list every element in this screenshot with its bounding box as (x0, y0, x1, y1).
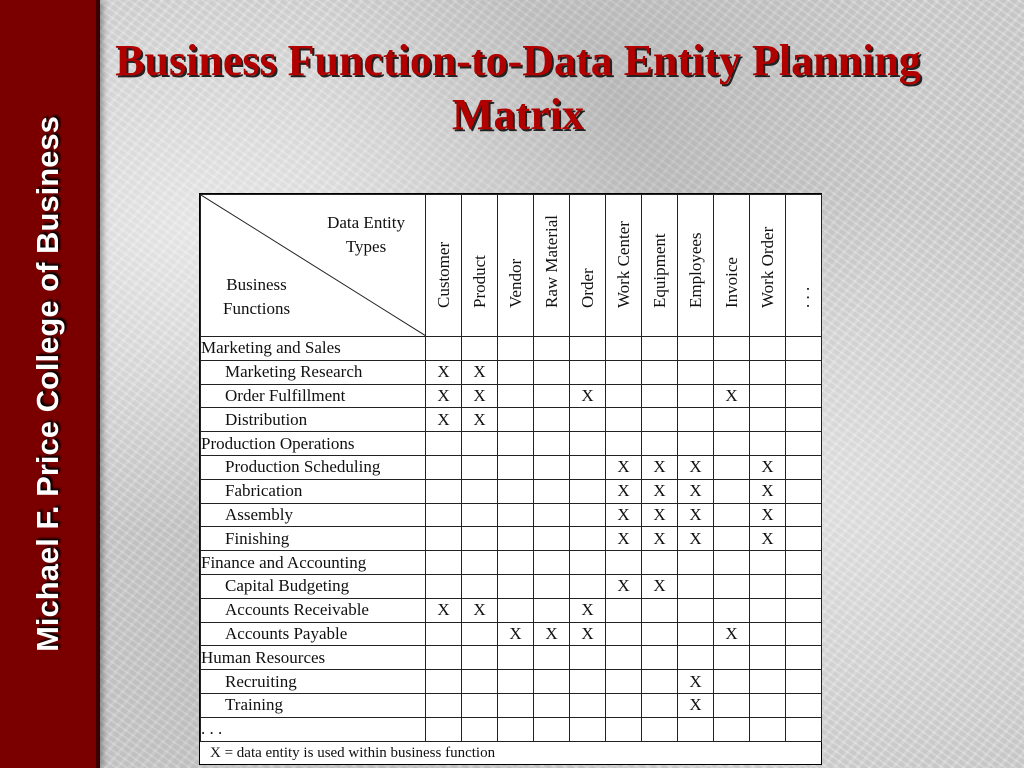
matrix-cell: X (750, 455, 786, 479)
matrix-cell (534, 646, 570, 670)
matrix-cell (534, 693, 570, 717)
slide-title-line-2: Matrix (452, 90, 584, 139)
matrix-cell (426, 455, 462, 479)
matrix-cell (462, 479, 498, 503)
matrix-cell (750, 717, 786, 741)
matrix-cell (534, 384, 570, 408)
matrix-cell (498, 337, 534, 361)
matrix-cell (498, 527, 534, 551)
matrix-cell (642, 360, 678, 384)
matrix-cell (606, 360, 642, 384)
matrix-cell (426, 432, 462, 456)
matrix-cell: X (462, 384, 498, 408)
function-label: Order Fulfillment (201, 384, 426, 408)
matrix-cell (570, 455, 606, 479)
column-header-label: Invoice (721, 257, 741, 308)
data-entity-types-label: Data Entity Types (327, 213, 405, 256)
matrix-corner-cell (201, 195, 426, 337)
matrix-cell (786, 455, 822, 479)
matrix-cell: X (426, 360, 462, 384)
function-row (201, 574, 822, 598)
matrix-cell (606, 646, 642, 670)
matrix-cell (786, 693, 822, 717)
function-row (201, 693, 822, 717)
column-header-label: Work Order (757, 226, 777, 308)
matrix-cell (570, 717, 606, 741)
matrix-cell (498, 408, 534, 432)
function-group-row (201, 717, 822, 741)
matrix-cell (426, 717, 462, 741)
function-row (201, 384, 822, 408)
column-header (642, 195, 678, 337)
matrix-cell (498, 670, 534, 694)
matrix-cell: X (606, 479, 642, 503)
column-header (678, 195, 714, 337)
matrix-cell (786, 646, 822, 670)
function-label: Training (201, 693, 426, 717)
matrix-cell (426, 574, 462, 598)
matrix-cell (462, 693, 498, 717)
matrix-cell (678, 574, 714, 598)
function-group-label: . . . (201, 717, 426, 741)
matrix-cell (570, 527, 606, 551)
matrix-cell: X (678, 527, 714, 551)
matrix-cell (534, 360, 570, 384)
matrix-cell (714, 408, 750, 432)
matrix-cell (498, 455, 534, 479)
function-row (201, 503, 822, 527)
matrix-cell (750, 670, 786, 694)
matrix-cell: X (462, 408, 498, 432)
matrix-cell: X (498, 622, 534, 646)
matrix-cell (462, 455, 498, 479)
matrix-cell (570, 574, 606, 598)
matrix-cell (786, 717, 822, 741)
matrix-cell (498, 503, 534, 527)
matrix-cell (642, 646, 678, 670)
matrix-cell (750, 432, 786, 456)
function-label: Finishing (201, 527, 426, 551)
matrix-cell (750, 693, 786, 717)
matrix-cell: X (750, 479, 786, 503)
column-header-label: Equipment (649, 233, 669, 308)
matrix-cell (498, 384, 534, 408)
matrix-cell (498, 479, 534, 503)
column-header (750, 195, 786, 337)
matrix-cell (678, 622, 714, 646)
matrix-body (201, 337, 822, 742)
matrix-cell: X (426, 598, 462, 622)
matrix-cell (678, 646, 714, 670)
function-group-label: Marketing and Sales (201, 337, 426, 361)
function-label: Capital Budgeting (201, 574, 426, 598)
matrix-cell (534, 479, 570, 503)
matrix-cell (534, 432, 570, 456)
matrix-cell (714, 574, 750, 598)
matrix-cell: X (750, 503, 786, 527)
column-header (426, 195, 462, 337)
matrix-cell (750, 551, 786, 575)
matrix-cell (426, 670, 462, 694)
matrix-cell (534, 551, 570, 575)
function-row (201, 455, 822, 479)
matrix-cell (642, 622, 678, 646)
matrix-legend: X = data entity is used within business function (210, 745, 496, 761)
matrix-cell (786, 598, 822, 622)
matrix-cell (534, 455, 570, 479)
matrix-cell (714, 598, 750, 622)
matrix-cell (714, 432, 750, 456)
matrix-cell (786, 527, 822, 551)
function-row (201, 670, 822, 694)
matrix-cell (570, 360, 606, 384)
matrix-cell (462, 670, 498, 694)
matrix-cell (570, 503, 606, 527)
matrix-cell (606, 670, 642, 694)
matrix-cell (498, 551, 534, 575)
function-group-label: Finance and Accounting (201, 551, 426, 575)
matrix-cell: X (678, 455, 714, 479)
matrix-cell (750, 384, 786, 408)
function-label: Accounts Receivable (201, 598, 426, 622)
matrix-cell: X (678, 670, 714, 694)
matrix-cell (498, 646, 534, 670)
matrix-cell (462, 503, 498, 527)
function-group-row (201, 432, 822, 456)
matrix-cell (678, 717, 714, 741)
matrix-cell (498, 598, 534, 622)
column-header-label: Order (577, 268, 597, 308)
column-header (498, 195, 534, 337)
matrix-cell (606, 717, 642, 741)
matrix-cell (714, 717, 750, 741)
matrix-cell (462, 432, 498, 456)
matrix-cell (606, 551, 642, 575)
matrix-cell (570, 646, 606, 670)
function-group-row (201, 646, 822, 670)
matrix-cell: X (606, 527, 642, 551)
matrix-table (200, 194, 822, 742)
matrix-cell (750, 337, 786, 361)
matrix-cell (642, 432, 678, 456)
function-label: Fabrication (201, 479, 426, 503)
matrix-cell (534, 337, 570, 361)
matrix-cell (678, 432, 714, 456)
function-label: Production Scheduling (201, 455, 426, 479)
column-header-label: Customer (433, 241, 453, 308)
matrix-cell (714, 479, 750, 503)
sidebar-college-name: Michael F. Price College of Business (30, 116, 65, 652)
column-header (714, 195, 750, 337)
matrix-cell (606, 384, 642, 408)
matrix-cell (714, 503, 750, 527)
matrix-cell (534, 574, 570, 598)
matrix-cell (786, 479, 822, 503)
matrix-cell: X (642, 574, 678, 598)
matrix-cell (462, 622, 498, 646)
matrix-cell (426, 479, 462, 503)
matrix-cell (534, 598, 570, 622)
function-label: Marketing Research (201, 360, 426, 384)
matrix-cell: X (606, 455, 642, 479)
matrix-cell (426, 337, 462, 361)
function-group-label: Human Resources (201, 646, 426, 670)
matrix-cell (786, 408, 822, 432)
matrix-cell (642, 551, 678, 575)
matrix-cell (786, 337, 822, 361)
matrix-cell (678, 408, 714, 432)
column-header-label: Product (469, 255, 489, 308)
matrix-cell: X (534, 622, 570, 646)
matrix-cell (570, 337, 606, 361)
matrix-cell (426, 551, 462, 575)
planning-matrix (199, 193, 822, 765)
matrix-cell: X (462, 360, 498, 384)
matrix-cell (570, 670, 606, 694)
matrix-cell (570, 432, 606, 456)
matrix-cell (750, 622, 786, 646)
matrix-cell: X (678, 479, 714, 503)
matrix-cell: X (678, 503, 714, 527)
matrix-cell (714, 455, 750, 479)
matrix-cell (714, 527, 750, 551)
matrix-header-row (201, 195, 822, 337)
matrix-cell: X (642, 479, 678, 503)
matrix-cell (750, 360, 786, 384)
matrix-cell (462, 574, 498, 598)
matrix-cell: X (426, 384, 462, 408)
matrix-cell (786, 432, 822, 456)
matrix-cell (642, 717, 678, 741)
matrix-cell (714, 670, 750, 694)
matrix-cell: X (570, 622, 606, 646)
function-label: Accounts Payable (201, 622, 426, 646)
matrix-cell (462, 717, 498, 741)
matrix-cell (714, 693, 750, 717)
matrix-cell (678, 598, 714, 622)
matrix-cell: X (426, 408, 462, 432)
column-header-label: Raw Material (541, 215, 561, 308)
matrix-cell (642, 693, 678, 717)
matrix-cell (750, 408, 786, 432)
matrix-cell: X (570, 384, 606, 408)
matrix-cell (714, 551, 750, 575)
function-label: Assembly (201, 503, 426, 527)
function-label: Distribution (201, 408, 426, 432)
slide-title (22, 34, 1014, 142)
matrix-cell: X (642, 455, 678, 479)
matrix-cell (570, 479, 606, 503)
matrix-cell (570, 693, 606, 717)
column-header (534, 195, 570, 337)
column-header (786, 195, 822, 337)
business-functions-label: Business Functions (223, 275, 291, 318)
matrix-cell: X (570, 598, 606, 622)
matrix-cell (534, 527, 570, 551)
slide-title-line-1: Business Function-to-Data Entity Planning (115, 36, 921, 85)
matrix-cell (462, 646, 498, 670)
matrix-cell (534, 670, 570, 694)
function-row (201, 408, 822, 432)
column-header (462, 195, 498, 337)
matrix-cell (714, 337, 750, 361)
matrix-cell (642, 408, 678, 432)
matrix-cell (786, 670, 822, 694)
matrix-cell (498, 432, 534, 456)
matrix-cell (642, 337, 678, 361)
column-header (570, 195, 606, 337)
matrix-cell (642, 384, 678, 408)
function-row (201, 598, 822, 622)
column-header-label: Employees (685, 232, 705, 308)
column-header-label: Work Center (613, 221, 633, 308)
matrix-cell (606, 432, 642, 456)
matrix-cell: X (606, 574, 642, 598)
function-group-label: Production Operations (201, 432, 426, 456)
matrix-cell: X (462, 598, 498, 622)
matrix-cell (498, 360, 534, 384)
matrix-cell (642, 598, 678, 622)
matrix-cell: X (606, 503, 642, 527)
matrix-cell (606, 622, 642, 646)
matrix-cell (462, 337, 498, 361)
matrix-cell (534, 408, 570, 432)
column-header-label: . . . (793, 286, 813, 308)
function-row (201, 527, 822, 551)
matrix-cell (426, 622, 462, 646)
matrix-cell (786, 551, 822, 575)
matrix-cell (678, 337, 714, 361)
matrix-cell (750, 598, 786, 622)
matrix-cell: X (642, 527, 678, 551)
matrix-cell (426, 693, 462, 717)
matrix-cell (786, 360, 822, 384)
matrix-cell (606, 408, 642, 432)
column-header (606, 195, 642, 337)
matrix-cell (462, 551, 498, 575)
function-row (201, 360, 822, 384)
matrix-cell (498, 717, 534, 741)
matrix-cell (606, 598, 642, 622)
matrix-cell (786, 503, 822, 527)
matrix-cell (678, 384, 714, 408)
function-group-row (201, 551, 822, 575)
matrix-cell (570, 408, 606, 432)
matrix-cell: X (678, 693, 714, 717)
matrix-cell (606, 337, 642, 361)
function-group-row (201, 337, 822, 361)
matrix-cell: X (750, 527, 786, 551)
matrix-cell: X (642, 503, 678, 527)
matrix-cell (606, 693, 642, 717)
matrix-cell (714, 360, 750, 384)
matrix-cell: X (714, 384, 750, 408)
matrix-cell (498, 574, 534, 598)
function-row (201, 622, 822, 646)
matrix-cell (678, 551, 714, 575)
matrix-cell (750, 574, 786, 598)
matrix-cell (570, 551, 606, 575)
matrix-cell (786, 384, 822, 408)
matrix-cell (678, 360, 714, 384)
matrix-cell (498, 693, 534, 717)
column-header-label: Vendor (505, 258, 525, 308)
matrix-cell (426, 527, 462, 551)
function-label: Recruiting (201, 670, 426, 694)
matrix-cell (750, 646, 786, 670)
matrix-cell (534, 717, 570, 741)
matrix-cell (642, 670, 678, 694)
matrix-cell (786, 622, 822, 646)
matrix-cell (462, 527, 498, 551)
matrix-cell: X (714, 622, 750, 646)
matrix-cell (714, 646, 750, 670)
function-row (201, 479, 822, 503)
matrix-cell (786, 574, 822, 598)
matrix-cell (426, 503, 462, 527)
matrix-cell (426, 646, 462, 670)
matrix-cell (534, 503, 570, 527)
